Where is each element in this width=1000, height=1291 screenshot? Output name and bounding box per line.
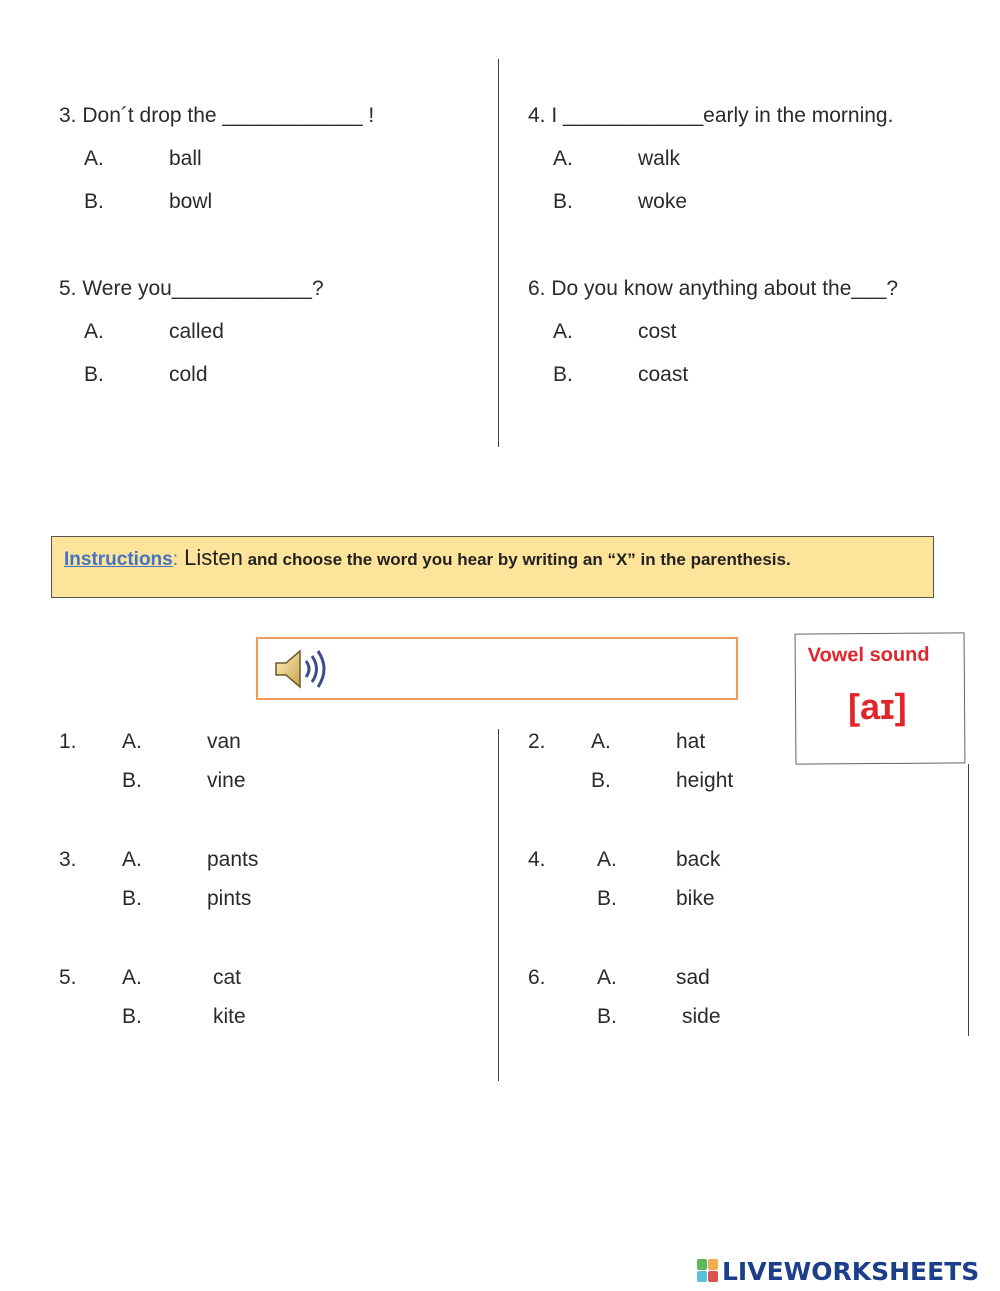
listening-item-3-a-word[interactable]: pants bbox=[207, 848, 259, 871]
listening-item-6-a-word[interactable]: sad bbox=[676, 966, 710, 989]
listening-item-4-b-label: B. bbox=[597, 887, 617, 910]
listening-item-6-b-label: B. bbox=[597, 1005, 617, 1028]
question-5-option-a-label: A. bbox=[84, 320, 104, 343]
listening-item-1-b-label: B. bbox=[122, 769, 142, 792]
listening-item-3-number: 3. bbox=[59, 848, 77, 871]
question-4-prompt: 4. I ____________early in the morning. bbox=[528, 104, 894, 127]
listening-item-2-a-word[interactable]: hat bbox=[676, 730, 706, 753]
question-3-option-b-label: B. bbox=[84, 190, 104, 213]
instructions-banner bbox=[51, 536, 934, 598]
listening-item-1-a-word[interactable]: van bbox=[207, 730, 241, 753]
listening-item-3-b-word[interactable]: pints bbox=[207, 887, 252, 910]
question-4-option-a-word[interactable]: walk bbox=[638, 147, 681, 170]
question-3-prompt: 3. Don´t drop the ____________ ! bbox=[59, 104, 375, 127]
listening-item-4-a-label: A. bbox=[597, 848, 617, 871]
listening-item-6-a-label: A. bbox=[597, 966, 617, 989]
column-divider-top bbox=[498, 59, 499, 447]
speaker-icon[interactable] bbox=[272, 646, 330, 692]
listening-item-5-b-label: B. bbox=[122, 1005, 142, 1028]
audio-player[interactable] bbox=[256, 637, 738, 700]
instructions-colon: : bbox=[172, 549, 179, 570]
listening-item-4-number: 4. bbox=[528, 848, 546, 871]
logo-blocks-icon bbox=[697, 1259, 719, 1283]
question-6-option-b-word[interactable]: coast bbox=[638, 363, 689, 386]
listening-item-3-a-label: A. bbox=[122, 848, 142, 871]
listening-item-5-number: 5. bbox=[59, 966, 77, 989]
listening-item-5-b-word[interactable]: kite bbox=[213, 1005, 246, 1028]
question-4-option-a-label: A. bbox=[553, 147, 573, 170]
listening-item-5-a-label: A. bbox=[122, 966, 142, 989]
listening-item-2-b-word[interactable]: height bbox=[676, 769, 734, 792]
question-4-option-b-label: B. bbox=[553, 190, 573, 213]
question-5-option-b-label: B. bbox=[84, 363, 104, 386]
right-edge-line bbox=[968, 764, 969, 1036]
question-4-option-b-word[interactable]: woke bbox=[638, 190, 688, 213]
listening-item-6-number: 6. bbox=[528, 966, 546, 989]
listening-item-1-number: 1. bbox=[59, 730, 77, 753]
question-6-option-a-label: A. bbox=[553, 320, 573, 343]
instructions-text bbox=[64, 545, 791, 571]
listening-item-2-a-label: A. bbox=[591, 730, 611, 753]
listening-item-3-b-label: B. bbox=[122, 887, 142, 910]
listening-item-4-b-word[interactable]: bike bbox=[676, 887, 715, 910]
question-6-option-b-label: B. bbox=[553, 363, 573, 386]
instructions-label: Instructions bbox=[64, 549, 173, 570]
question-6-option-a-word[interactable]: cost bbox=[638, 320, 677, 343]
instructions-rest: and choose the word you hear by writing an “X” in the parenthesis. bbox=[242, 550, 791, 569]
question-3-option-a-label: A. bbox=[84, 147, 104, 170]
question-3-option-a-word[interactable]: ball bbox=[169, 147, 202, 170]
listening-item-1-b-word[interactable]: vine bbox=[207, 769, 246, 792]
listening-item-5-a-word[interactable]: cat bbox=[213, 966, 242, 989]
question-5-prompt: 5. Were you____________? bbox=[59, 277, 324, 300]
vowel-sound-card bbox=[795, 632, 966, 764]
vowel-sound-symbol: [aɪ] bbox=[847, 685, 907, 728]
question-5-option-b-word[interactable]: cold bbox=[169, 363, 208, 386]
listening-item-1-a-label: A. bbox=[122, 730, 142, 753]
listening-item-2-b-label: B. bbox=[591, 769, 611, 792]
logo-wordmark: LIVEWORKSHEETS bbox=[722, 1256, 980, 1286]
column-divider-bottom bbox=[498, 729, 499, 1081]
question-3-option-b-word[interactable]: bowl bbox=[169, 190, 213, 213]
question-5-option-a-word[interactable]: called bbox=[169, 320, 224, 343]
instructions-listen: Listen bbox=[178, 545, 243, 570]
listening-item-6-b-word[interactable]: side bbox=[682, 1005, 721, 1028]
listening-item-4-a-word[interactable]: back bbox=[676, 848, 721, 871]
listening-item-2-number: 2. bbox=[528, 730, 546, 753]
vowel-sound-title: Vowel sound bbox=[807, 643, 930, 667]
question-6-prompt: 6. Do you know anything about the___? bbox=[528, 277, 899, 300]
liveworksheets-logo bbox=[697, 1256, 979, 1286]
